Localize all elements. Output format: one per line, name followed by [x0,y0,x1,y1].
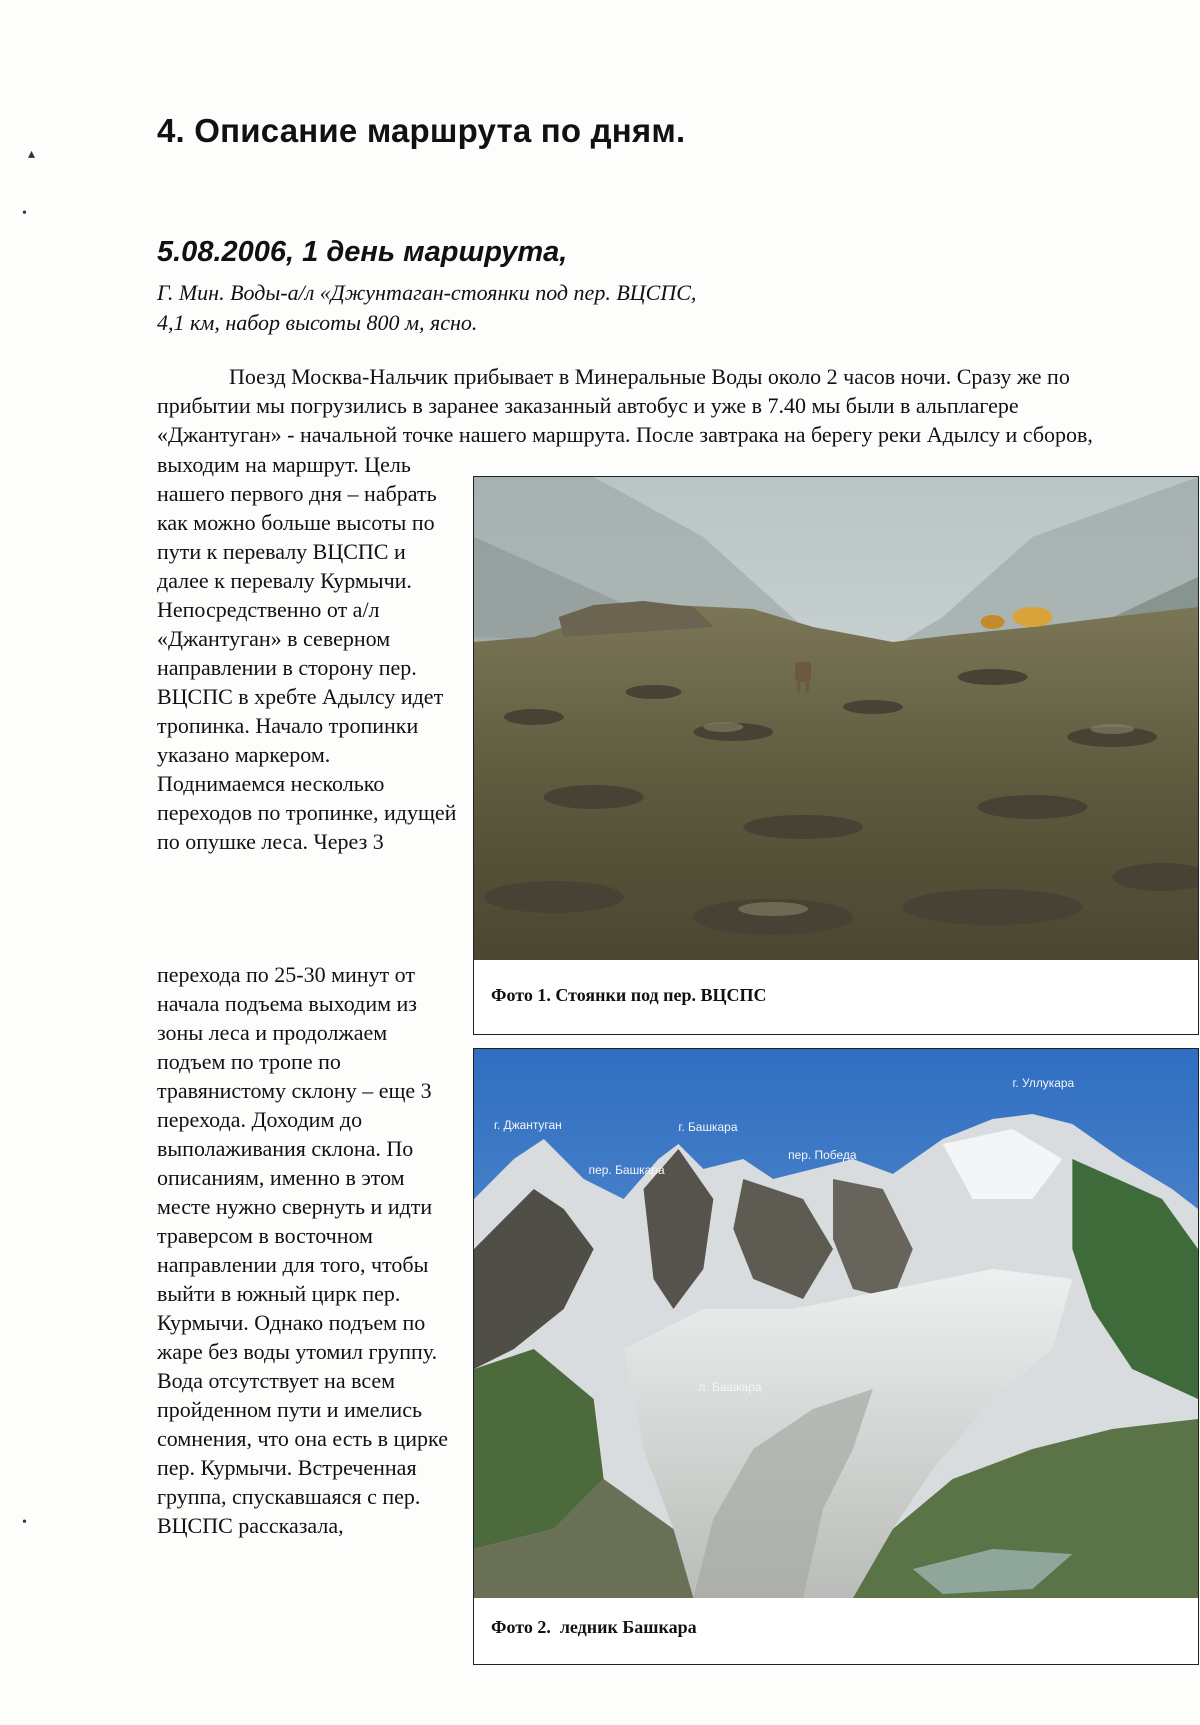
day-subtitle-line1: Г. Мин. Воды-а/л «Джунтаган-стоянки под пер. ВЦСПС, [157,280,697,305]
intro-paragraph: Поезд Москва-Нальчик прибывает в Минеральные Воды около 2 часов ночи. Сразу же по прибытии мы погрузились в заранее заказанный автобус и уже в 7.40 мы были в альплагере «Джантуган» - начальной точке нашего маршрута. После завтрака на берегу реки Адылсу и сборов, [157,364,1093,447]
day-subtitle-line2: 4,1 км, набор высоты 800 м, ясно. [157,310,478,335]
photo-2-caption: Фото 2. ледник Башкара [491,1617,697,1637]
day-subtitle [157,278,857,338]
scan-speck: ▴ [28,147,36,162]
scan-speck: • [22,206,27,221]
text-column-1: выходим на маршрут. Цель нашего первого дня – набрать как можно больше высоты по пути к перевалу ВЦСПС и далее к перевалу Курмычи. Непосредственно от а/л «Джантуган» в северном направлении в сторону пер. ВЦСПС в хребте Адылсу идет тропинка. Начало тропинки указано маркером. Поднимаемся несколько переходов по тропинке, идущей по опушке леса. Через 3 [157,452,457,854]
photo-1-caption: Фото 1. Стоянки под пер. ВЦСПС [491,985,767,1005]
section-title: 4. Описание маршрута по дням. [157,112,686,149]
text-column-2: перехода по 25-30 минут от начала подъема выходим из зоны леса и продолжаем подъем по тропе по травянистому склону – еще 3 перехода. Доходим до выполаживания склона. По описаниям, именно в этом месте нужно свернуть и идти траверсом в восточном направлении для того, чтобы выйти в южный цирк пер. Курмычи. Однако подъем по жаре без воды утомил группу. Вода отсутствует на всем пройденном пути и имелись сомнения, что она есть в цирке пер. Курмычи. Встреченная группа, спускавшаяся с пер. ВЦСПС рассказала, [157,962,448,1538]
label-bashkara-pass: пер. Башкара [588,1162,665,1178]
day-title: 5.08.2006, 1 день маршрута, [157,236,568,268]
photo-2-frame [473,1048,1199,1665]
photo-2-glacier [474,1049,1198,1598]
scan-speck: • [22,1515,27,1530]
photo-1-image [474,477,1198,960]
label-ullukara: г. Уллукара [1012,1075,1075,1091]
label-dzhantugan: г. Джантуган [493,1117,562,1133]
photo-1-frame [473,476,1199,1035]
label-bashkara-glacier: л. Башкара [698,1379,762,1395]
label-pobeda-pass: пер. Победа [788,1147,857,1163]
label-bashkara-peak: г. Башкара [678,1119,738,1135]
photo-2-image [474,1049,1198,1598]
photo-1-campsite [474,477,1198,960]
